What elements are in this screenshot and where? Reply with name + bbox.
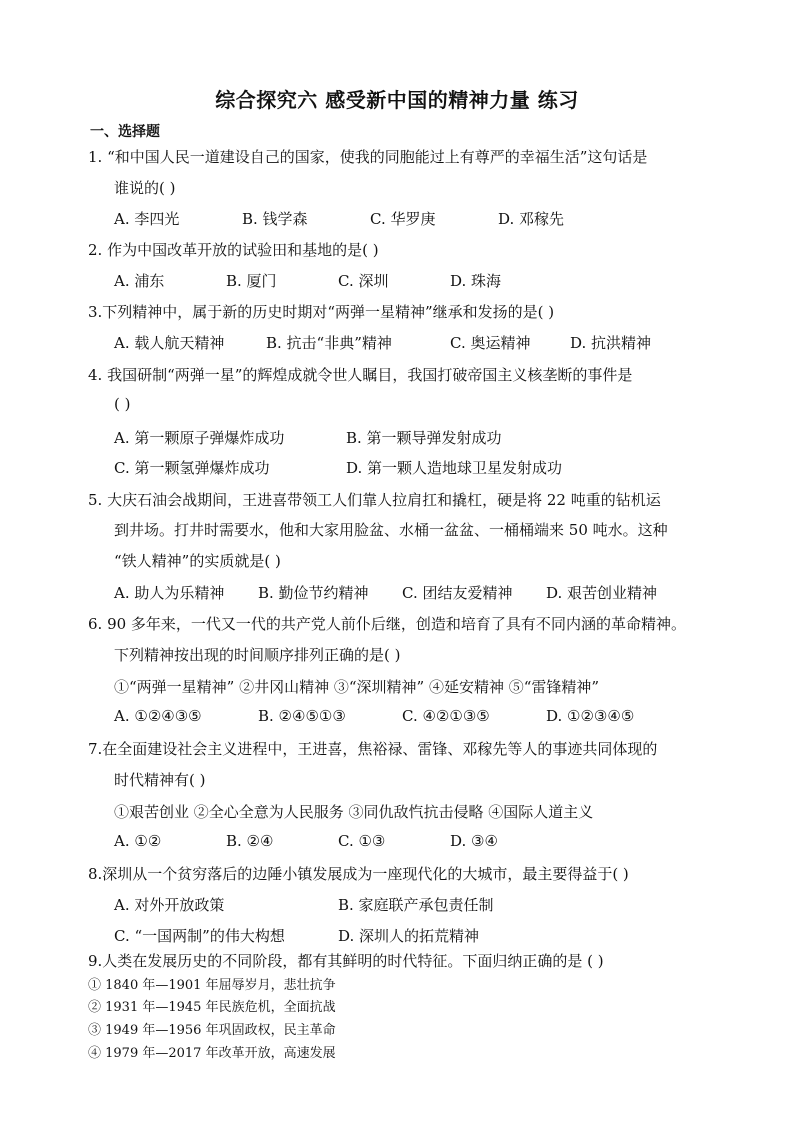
option-c: C. 团结友爱精神 bbox=[402, 584, 513, 602]
question-1-text: 1. “和中国人民一道建设自己的国家，使我的同胞能过上有尊严的幸福生活”这句话是 bbox=[88, 148, 648, 166]
option-a: A. 对外开放政策 bbox=[114, 896, 225, 914]
option-a: A. 助人为乐精神 bbox=[114, 584, 225, 602]
question-6-text: 6. 90 多年来，一代又一代的共产党人前仆后继，创造和培育了具有不同内涵的革命精神。 bbox=[88, 615, 686, 633]
option-d: D. 邓稼先 bbox=[498, 210, 565, 228]
option-c: C. 华罗庚 bbox=[370, 210, 436, 228]
question-3-text: 3.下列精神中，属于新的历史时期对“两弹一星精神”继承和发扬的是( ) bbox=[88, 303, 555, 321]
option-b: B. 勤俭节约精神 bbox=[258, 584, 369, 602]
page-title: 综合探究六 感受新中国的精神力量 练习 bbox=[215, 88, 579, 112]
option-b: B. 第一颗导弹发射成功 bbox=[346, 429, 502, 447]
option-d: D. ①②③④⑤ bbox=[546, 707, 635, 725]
question-7-statements: ①艰苦创业 ②全心全意为人民服务 ③同仇敌忾抗击侵略 ④国际人道主义 bbox=[114, 803, 594, 821]
option-c: C. ④②①③⑤ bbox=[402, 707, 490, 725]
question-5-text: 5. 大庆石油会战期间，王进喜带领工人们靠人拉肩扛和撬杠，硬是将 22 吨重的钻机运 bbox=[88, 491, 661, 509]
question-6-statements: ①“两弹一星精神” ②井冈山精神 ③“深圳精神” ④延安精神 ⑤“雷锋精神” bbox=[114, 678, 600, 696]
option-d: D. 珠海 bbox=[450, 272, 502, 290]
question-9-item-1: ① 1840 年—1901 年屈辱岁月，悲壮抗争 bbox=[88, 978, 336, 993]
option-a: A. ①② bbox=[114, 832, 162, 850]
option-b: B. 钱学森 bbox=[242, 210, 308, 228]
question-9-item-2: ② 1931 年—1945 年民族危机，全面抗战 bbox=[88, 1000, 336, 1015]
option-b: B. ②④⑤①③ bbox=[258, 707, 346, 725]
question-5-text-cont: 到井场。打井时需要水，他和大家用脸盆、水桶一盆盆、一桶桶端来 50 吨水。这种 bbox=[114, 521, 668, 539]
option-b: B. 家庭联产承包责任制 bbox=[338, 896, 494, 914]
option-d: D. ③④ bbox=[450, 832, 498, 850]
option-b: B. 厦门 bbox=[226, 272, 277, 290]
question-2-text: 2. 作为中国改革开放的试验田和基地的是( ) bbox=[88, 241, 379, 259]
question-6-text-cont: 下列精神按出现的时间顺序排列正确的是( ) bbox=[114, 646, 401, 664]
question-1-text-cont: 谁说的( ) bbox=[114, 179, 176, 197]
question-4-text-cont: ( ) bbox=[114, 395, 131, 413]
question-8-text: 8.深圳从一个贫穷落后的边陲小镇发展成为一座现代化的大城市，最主要得益于( ) bbox=[88, 865, 629, 883]
option-b: B. 抗击“非典”精神 bbox=[266, 334, 392, 352]
option-c: C. 第一颗氢弹爆炸成功 bbox=[114, 459, 270, 477]
option-a: A. 第一颗原子弹爆炸成功 bbox=[114, 429, 285, 447]
option-c: C. “一国两制”的伟大构想 bbox=[114, 927, 285, 945]
option-b: B. ②④ bbox=[226, 832, 274, 850]
option-d: D. 第一颗人造地球卫星发射成功 bbox=[346, 459, 563, 477]
option-d: D. 抗洪精神 bbox=[570, 334, 652, 352]
question-4-text: 4. 我国研制“两弹一星”的辉煌成就令世人瞩目，我国打破帝国主义核垄断的事件是 bbox=[88, 366, 633, 384]
section-heading: 一、选择题 bbox=[90, 124, 160, 140]
question-9-item-4: ④ 1979 年—2017 年改革开放，高速发展 bbox=[88, 1046, 336, 1061]
option-d: D. 艰苦创业精神 bbox=[546, 584, 658, 602]
option-c: C. 深圳 bbox=[338, 272, 389, 290]
question-7-text: 7.在全面建设社会主义进程中，王进喜，焦裕禄、雷锋、邓稼先等人的事迹共同体现的 bbox=[88, 740, 658, 758]
option-a: A. 浦东 bbox=[114, 272, 165, 290]
question-7-text-cont: 时代精神有( ) bbox=[114, 771, 206, 789]
option-a: A. 李四光 bbox=[114, 210, 180, 228]
option-a: A. ①②④③⑤ bbox=[114, 707, 202, 725]
option-c: C. ①③ bbox=[338, 832, 386, 850]
option-c: C. 奥运精神 bbox=[450, 334, 531, 352]
option-a: A. 载人航天精神 bbox=[114, 334, 225, 352]
question-9-item-3: ③ 1949 年—1956 年巩固政权，民主革命 bbox=[88, 1023, 336, 1038]
option-d: D. 深圳人的拓荒精神 bbox=[338, 927, 480, 945]
question-9-text: 9.人类在发展历史的不同阶段，都有其鲜明的时代特征。下面归纳正确的是 ( ) bbox=[88, 952, 604, 970]
question-5-text-cont-2: “铁人精神”的实质就是( ) bbox=[114, 552, 281, 570]
